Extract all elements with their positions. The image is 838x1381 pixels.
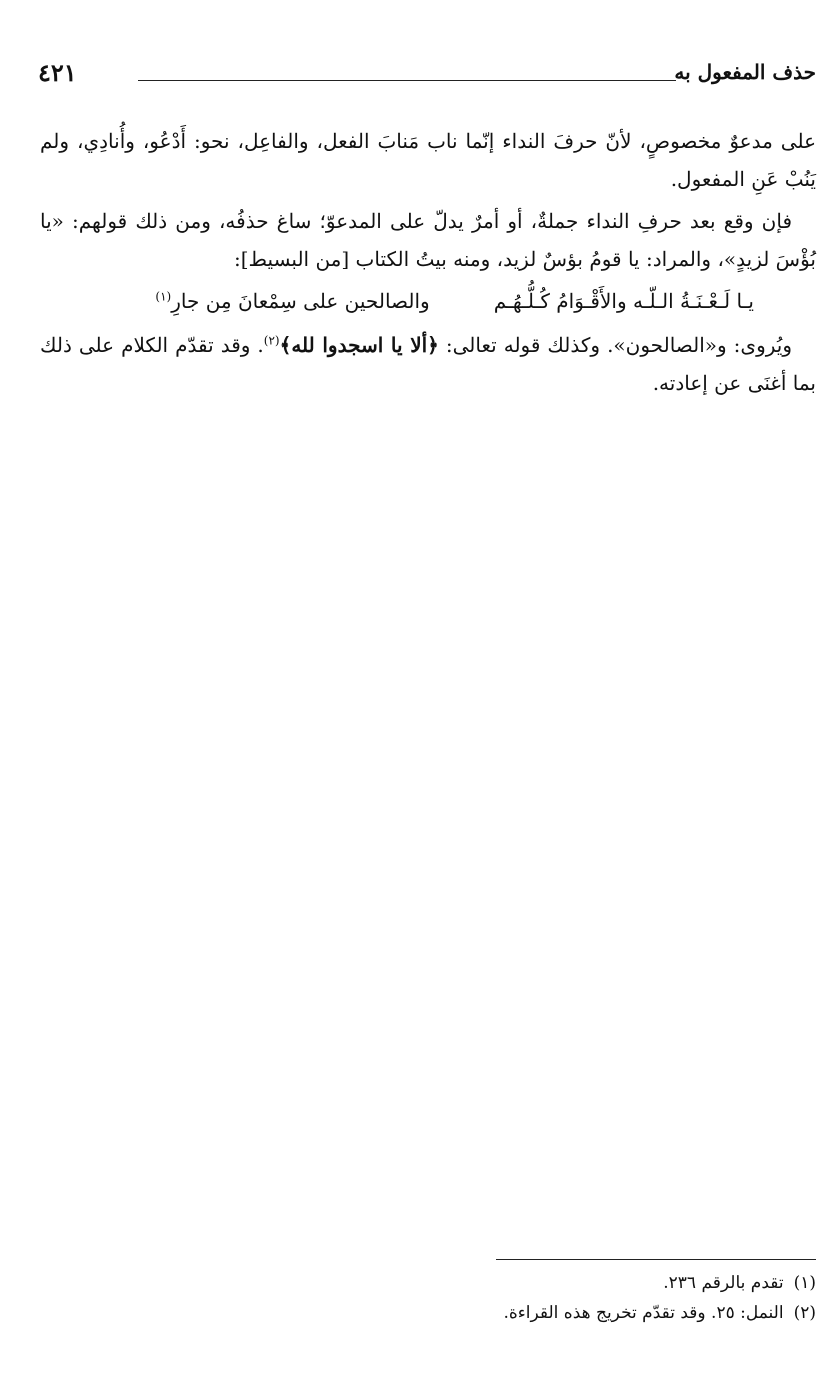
verse-first-hemistich: يـا لَـعْـنَـةُ الـلّـه والأَقْـوَامُ كُـلُّـهُـم	[493, 289, 754, 313]
chapter-title: حذف المفعول به	[674, 60, 816, 84]
page-number: ٤٢١	[38, 58, 77, 87]
footnote-text: تقدم بالرقم ٢٣٦.	[663, 1273, 784, 1293]
paragraph-1: على مدعوٌ مخصوصٍ، لأنّ حرفَ النداء إنّما ناب مَنابَ الفعل، والفاعِل، نحو: أَدْعُو، وأُنادِي، ولم يَنُبْ عَنِ المفعول.	[40, 129, 816, 191]
footnote-2	[40, 1298, 816, 1328]
footnote-number: (٢)	[793, 1303, 816, 1323]
header-rule	[138, 80, 676, 81]
main-text	[40, 122, 816, 406]
page-header	[38, 60, 816, 90]
footnotes	[40, 1268, 816, 1328]
footnote-ref-2: (٢)	[263, 333, 280, 348]
footnote-text: النمل: ٢٥. وقد تقدّم تخريج هذه القراءة.	[503, 1303, 784, 1323]
paragraph-3-before: ويُروى: و«الصالحون». وكذلك قوله تعالى:	[438, 333, 792, 357]
footnote-ref-1: (١)	[155, 289, 172, 304]
footnote-number: (١)	[793, 1273, 816, 1293]
paragraph-3-after: . وقد تقدّم الكلام على ذلك بما أغنَى عن إعادته.	[40, 333, 816, 395]
footnote-separator	[496, 1259, 816, 1260]
quran-quote: ﴿ألا يا اسجدوا لله﴾	[279, 333, 439, 357]
verse-second-hemistich	[155, 282, 429, 320]
paragraph-2: فإن وقع بعد حرفِ النداء جملةٌ، أو أمرٌ يدلّ على المدعوّ؛ ساغ حذفُه، ومن ذلك قولهم: «يا بُؤْسَ لزيدٍ»، والمراد: يا قومُ بؤسٌ لزيد، ومنه بيتُ الكتاب [من البسيط]:	[40, 209, 816, 271]
verse-second-hemistich-text: والصالحين على سِمْعانَ مِن جارِ	[171, 289, 430, 313]
poetry-verse	[40, 282, 816, 320]
footnote-1	[40, 1268, 816, 1298]
paragraph-3	[40, 326, 816, 402]
